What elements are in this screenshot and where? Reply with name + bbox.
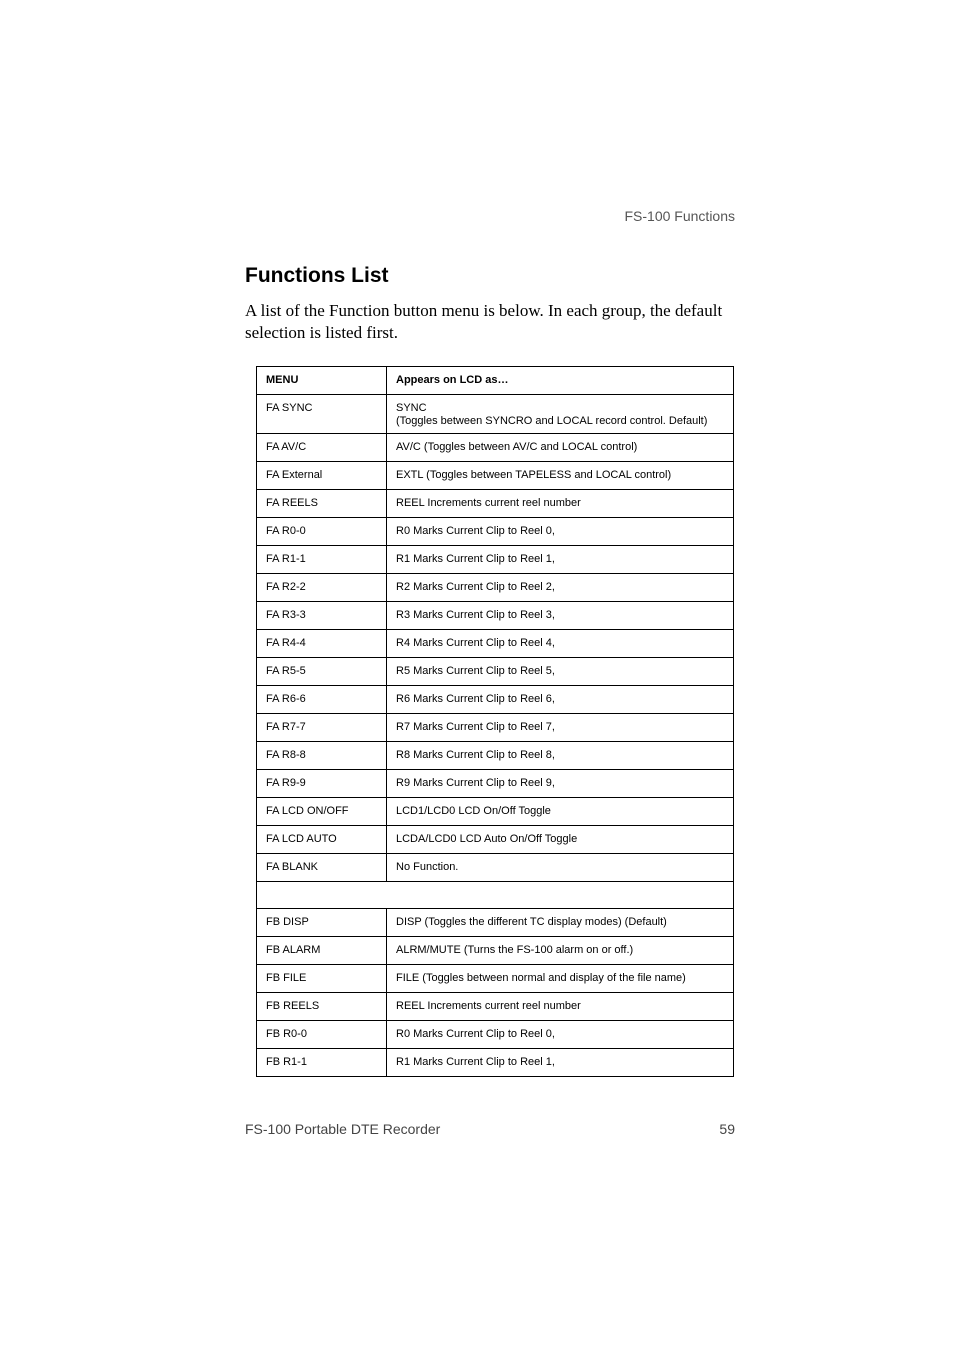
table-row [257,714,734,742]
running-footer: FS-100 Portable DTE Recorder [245,1121,441,1137]
menu-cell: FB REELS [257,993,387,1021]
column-header-menu: MENU [257,367,387,395]
table-row [257,546,734,574]
lcd-cell: R0 Marks Current Clip to Reel 0, [387,518,734,546]
lcd-cell: R5 Marks Current Clip to Reel 5, [387,658,734,686]
lcd-cell: R2 Marks Current Clip to Reel 2, [387,574,734,602]
menu-cell: FB R0-0 [257,1021,387,1049]
lcd-cell [387,395,734,434]
menu-cell: FA External [257,462,387,490]
lcd-cell: ALRM/MUTE (Turns the FS-100 alarm on or off.) [387,937,734,965]
intro-paragraph: A list of the Function button menu is below. In each group, the default selection is listed first. [245,301,723,342]
table-header-row [257,367,734,395]
page-number: 59 [719,1121,735,1137]
table-row [257,965,734,993]
table-row [257,490,734,518]
lcd-cell: REEL Increments current reel number [387,490,734,518]
table-row [257,395,734,434]
lcd-cell: LCD1/LCD0 LCD On/Off Toggle [387,798,734,826]
menu-cell: FA BLANK [257,854,387,882]
lcd-cell: R9 Marks Current Clip to Reel 9, [387,770,734,798]
menu-cell: FA REELS [257,490,387,518]
table-row [257,993,734,1021]
group-separator-row [257,882,734,909]
menu-cell: FA R4-4 [257,630,387,658]
lcd-cell: FILE (Toggles between normal and display of the file name) [387,965,734,993]
lcd-line: (Toggles between SYNCRO and LOCAL record control. Default) [396,415,708,427]
lcd-cell: AV/C (Toggles between AV/C and LOCAL control) [387,434,734,462]
menu-cell: FA LCD ON/OFF [257,798,387,826]
menu-cell: FA R1-1 [257,546,387,574]
menu-cell: FB ALARM [257,937,387,965]
page-title: Functions List [245,264,389,287]
table-row [257,658,734,686]
lcd-cell: R3 Marks Current Clip to Reel 3, [387,602,734,630]
menu-cell: FA LCD AUTO [257,826,387,854]
lcd-cell: R1 Marks Current Clip to Reel 1, [387,1049,734,1077]
table-row [257,462,734,490]
menu-cell: FA R5-5 [257,658,387,686]
lcd-cell: R0 Marks Current Clip to Reel 0, [387,1021,734,1049]
menu-cell: FA R0-0 [257,518,387,546]
lcd-cell: R1 Marks Current Clip to Reel 1, [387,546,734,574]
table-row [257,770,734,798]
running-header: FS-100 Functions [624,208,735,224]
menu-cell: FB R1-1 [257,1049,387,1077]
table-row [257,742,734,770]
lcd-cell: R4 Marks Current Clip to Reel 4, [387,630,734,658]
lcd-cell: EXTL (Toggles between TAPELESS and LOCAL control) [387,462,734,490]
menu-cell: FB DISP [257,909,387,937]
lcd-cell: R8 Marks Current Clip to Reel 8, [387,742,734,770]
table-row [257,909,734,937]
menu-cell: FA R7-7 [257,714,387,742]
table-row [257,937,734,965]
menu-cell: FB FILE [257,965,387,993]
table-row [257,434,734,462]
lcd-cell: LCDA/LCD0 LCD Auto On/Off Toggle [387,826,734,854]
lcd-cell: REEL Increments current reel number [387,993,734,1021]
lcd-cell: R7 Marks Current Clip to Reel 7, [387,714,734,742]
table-row [257,574,734,602]
table-row [257,1021,734,1049]
menu-cell: FA SYNC [257,395,387,434]
table-row [257,602,734,630]
menu-cell: FA R8-8 [257,742,387,770]
table-row [257,1049,734,1077]
table-row [257,826,734,854]
menu-cell: FA R3-3 [257,602,387,630]
menu-cell: FA AV/C [257,434,387,462]
menu-cell: FA R6-6 [257,686,387,714]
lcd-cell: No Function. [387,854,734,882]
separator-cell [257,882,734,909]
table-row [257,686,734,714]
table-row [257,854,734,882]
functions-table [256,366,734,1077]
lcd-line: SYNC [396,402,427,414]
lcd-cell: DISP (Toggles the different TC display modes) (Default) [387,909,734,937]
menu-cell: FA R2-2 [257,574,387,602]
lcd-cell: R6 Marks Current Clip to Reel 6, [387,686,734,714]
column-header-lcd: Appears on LCD as… [387,367,734,395]
table-row [257,630,734,658]
menu-cell: FA R9-9 [257,770,387,798]
table-row [257,798,734,826]
table-row [257,518,734,546]
